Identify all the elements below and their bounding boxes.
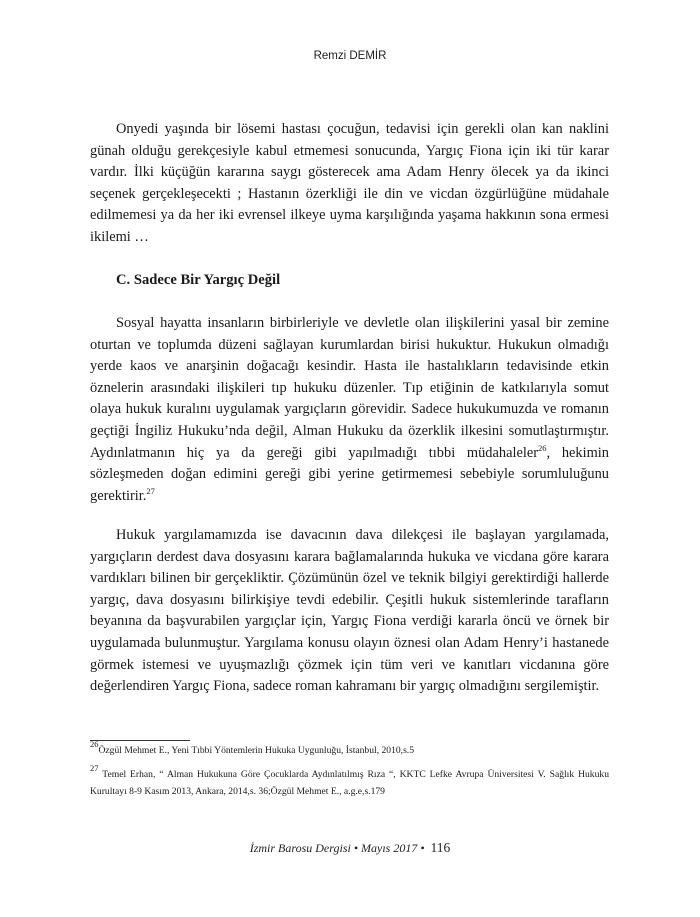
running-header-author: Remzi DEMİR [313,50,387,62]
body-paragraph-3 [90,525,609,698]
footnote-divider [90,740,190,741]
paragraph-text: Onyedi yaşında bir lösemi hastası çocuğun, tedavisi için gerekli olan kan naklini günah olduğu gerekçesiyle kabul etmemesi sonucunda, Yargıç Fiona için iki tür karar vardır. İlki küçüğün kararına saygı gösterecek ama Adam Henry ölecek ya da ikinci seçenek gerçekleşecekti ; Hastanın özerkliği ile din ve vicdan özgürlüğüne müdahale edilmemesi ya da her iki evrensel ilkeye uyma karşılığında yaşama hakkının sona ermesi ikilemi … [90,121,609,245]
section-heading: C. Sadece Bir Yargıç Değil [116,272,281,288]
footnote-text: Özgül Mehmet E., Yeni Tıbbi Yöntemlerin Hukuka Uygunluğu, İstanbul, 2010,s.5 [98,745,415,756]
page-footer [0,840,700,856]
body-paragraph-2 [90,313,609,507]
footnote-27 [90,763,609,800]
footnote-number: 26 [90,739,99,749]
footnote-number: 27 [90,763,99,773]
paragraph-text-part-1: Sosyal hayatta insanların birbirleriyle ve devletle olan ilişkilerini yasal bir zemine oturtan ve toplumda düzeni sağlayan kurumlardan birisi hukuktur. Hukukun olmadığı yerde kaos ve anarşinin doğacağı kesindir. Hasta ile hastalıkların tedavisinde etkin öznelerin arasındaki ilişkileri tıp hukuku düzenler. Tıp etiğinin de katkılarıyla somut olaya hukuk kuralını uygulamak yargıçların görevidir. Sadece hukukumuzda ve romanın geçtiği İngiliz Hukuku’nda değil, Alman Hukuku da özerklik ilkesini somutlaştırmıştır. Aydınlatmanın hiç ya da gereği gibi yapılmadığı tıbbi müdahaleler [90,315,609,461]
body-paragraph-1 [90,119,609,249]
paragraph-text [90,313,609,507]
footnote-ref-27[interactable]: 27 [146,485,155,496]
paragraph-text: Hukuk yargılamamızda ise davacının dava dilekçesi ile başlayan yargılamada, yargıçların derdest dava dosyasını karara bağlamalarında hukuka ve vicdana göre karara vardıkları bilinen bir gerçekliktir. Çözümünün özel ve teknik bilgiyi gerektirdiği hallerde yargıç, dava dosyasını bilirkişiye tevdi edebilir. Çeşitli hukuk sistemlerinde tarafların beyanına da başvurabilen yargıçlar için, Yargıç Fiona verdiği kararla öncü ve örnek bir uygulamada bulunmuştur. Yargılama konusu olayın öznesi olan Adam Henry’i hastanede görmek istemesi ve uyuşmazlığı çözmek için tüm veri ve kanıtları vicdanına göre değerlendiren Yargıç Fiona, sadece roman kahramanı bir yargıç olmadığını sergilemiştir. [90,527,609,695]
footnote-ref-26[interactable]: 26 [538,442,547,453]
page-number: 116 [430,840,451,855]
paragraph-text-part-2: , hekimin sözleşmeden doğan edimini gereği gibi yerine getirmemesi sebebiyle sorumluluğunu gerektirir. [90,444,610,504]
footnote-text: Temel Erhan, “ Alman Hukukuna Göre Çocuklarda Aydınlatılmış Rıza “, KKTC Lefke Avrupa Üniversitesi V. Sağlık Hukuku Kurultayı 8-9 Kasım 2013, Ankara, 2014,s. 36;Özgül Mehmet E., a.g.e,s.179 [90,769,609,797]
footnote-26 [90,739,609,759]
journal-name: İzmir Barosu Dergisi • Mayıs 2017 • [249,841,425,855]
